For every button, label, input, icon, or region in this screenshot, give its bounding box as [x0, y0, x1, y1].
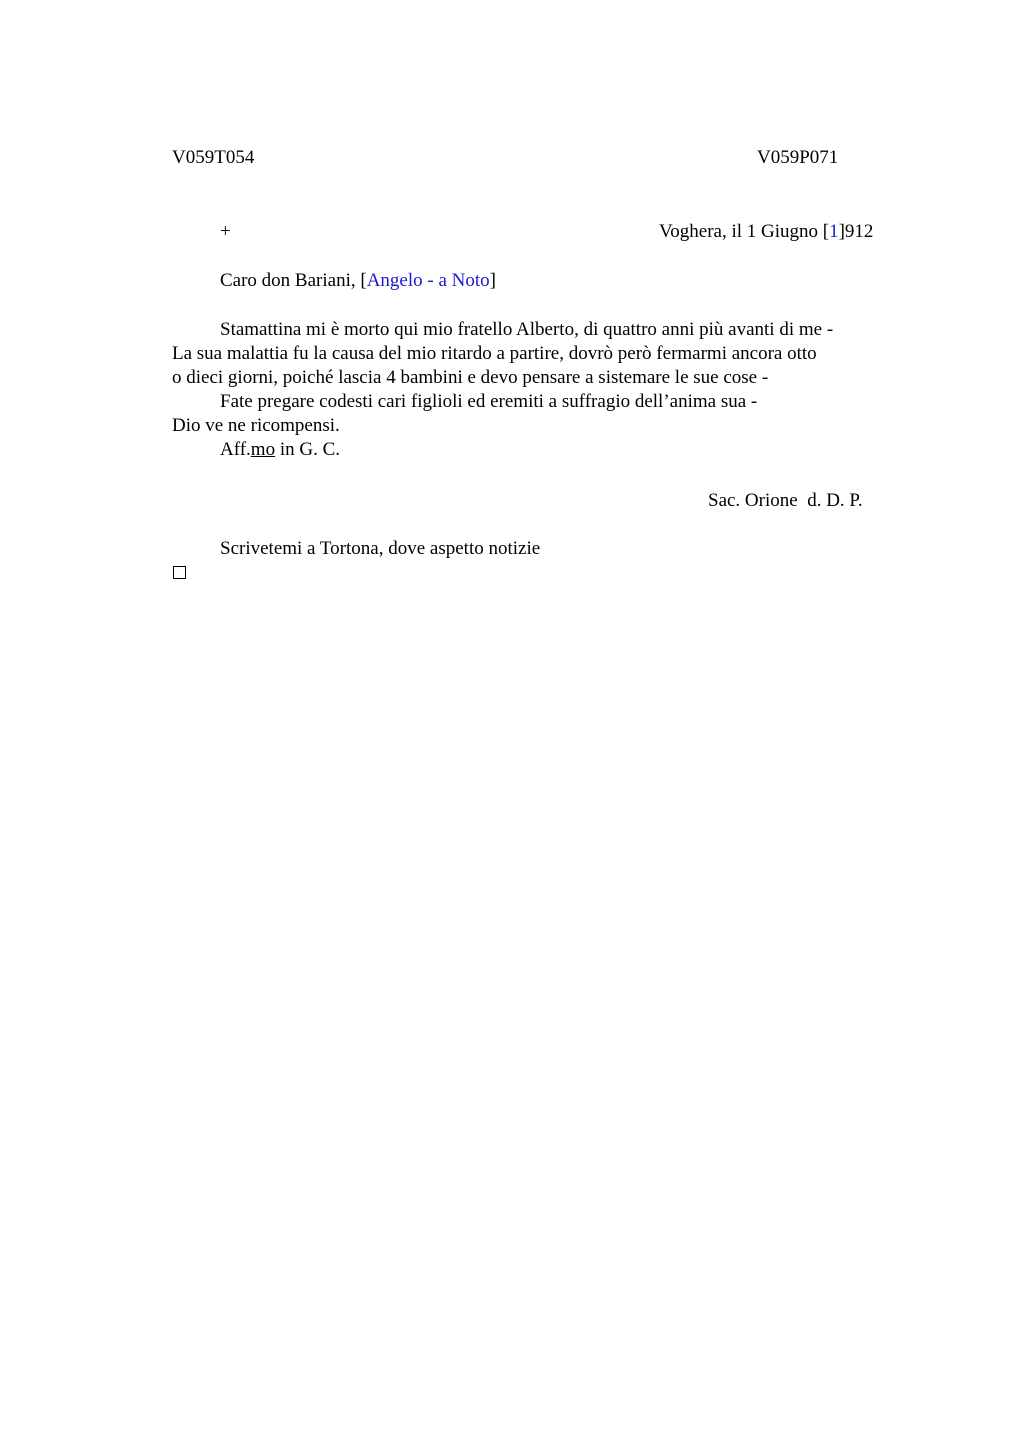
body-line: La sua malattia fu la causa del mio ritardo a partire, dovrò però fermarmi ancora otto	[172, 343, 817, 364]
salutation	[220, 269, 496, 293]
signature: Sac. Orione d. D. P.	[708, 490, 863, 511]
body-line: Stamattina mi è morto qui mio fratello Alberto, di quattro anni più avanti di me -	[220, 319, 834, 340]
salutation-insertion: Angelo - a Noto	[366, 270, 490, 291]
empty-box-icon	[173, 566, 186, 579]
body-line: Fate pregare codesti cari figlioli ed eremiti a suffragio dell’anima sua -	[220, 391, 758, 412]
document-code-left: V059T054	[172, 147, 255, 168]
closing-abbreviation: mo	[250, 439, 276, 460]
closing-text: Aff.	[220, 439, 251, 460]
dateline-insertion: 1	[829, 221, 839, 242]
document-code-right: V059P071	[757, 147, 839, 168]
cross-mark: +	[220, 221, 231, 242]
body-line: o dieci giorni, poiché lascia 4 bambini e devo pensare a sistemare le sue cose -	[172, 367, 769, 388]
salutation-close-bracket: ]	[489, 270, 496, 291]
postscript: Scrivetemi a Tortona, dove aspetto notizie	[220, 538, 541, 559]
letter-body	[172, 318, 902, 462]
dateline-year: ]912	[838, 221, 874, 242]
closing	[172, 438, 902, 462]
body-line: Dio ve ne ricompensi.	[172, 415, 340, 436]
dateline-text: Voghera, il 1 Giugno [	[659, 221, 830, 242]
closing-rest: in G. C.	[275, 439, 341, 460]
salutation-text: Caro don Bariani, [	[220, 270, 367, 291]
dateline	[659, 220, 873, 244]
